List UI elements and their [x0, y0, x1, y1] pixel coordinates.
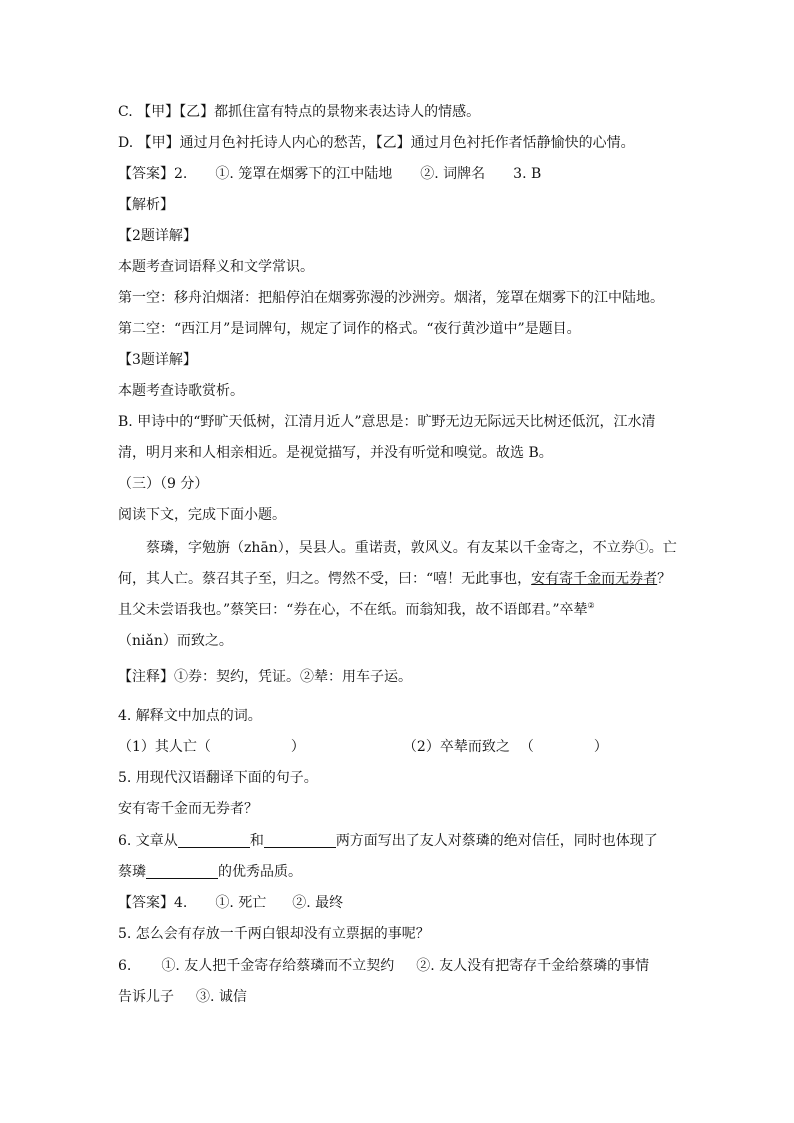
passage-line-1: 蔡璘，字勉旃（zhān），吴县人。重诺责，敦风义。有友某以千金寄之，不立券①。亡 — [146, 540, 677, 556]
q2-intro: 本题考查词语释义和文学常识。 — [118, 259, 314, 275]
answer-item: ②. 友人没有把寄存千金给蔡璘的事情 — [416, 958, 650, 974]
q3-explanation-1: B. 甲诗中的“野旷天低树，江清月近人”意思是：旷野无边无际远天比树还低沉，江水清 — [118, 414, 656, 430]
answer-label: 【答案】2. — [118, 166, 188, 182]
underlined-sentence: 安有寄千金而无券者 — [531, 571, 658, 587]
answer-6-line-2: 告诉儿子 ③. 诚信 — [118, 989, 247, 1005]
answer-item: ①. 笼罩在烟雾下的江中陆地 — [215, 166, 393, 182]
passage-line-2: 何，其人亡。蔡召其子至，归之。愕然不受，曰：“嘻！无此事也，安有寄千金而无券者？ — [118, 571, 672, 587]
answer-item: 3. B — [513, 166, 542, 182]
option-d: D. 【甲】通过月色衬托诗人内心的愁苦，【乙】通过月色衬托作者恬静愉快的心情。 — [118, 135, 635, 151]
question-4: 4. 解释文中加点的词。 — [118, 708, 262, 724]
section-three-heading: （三）（9 分） — [118, 476, 209, 492]
question-5: 5. 用现代汉语翻译下面的句子。 — [118, 770, 318, 786]
fill-blank — [264, 833, 336, 848]
option-c: C. 【甲】【乙】都抓住富有特点的景物来表达诗人的情感。 — [118, 104, 481, 120]
q3-detail-heading: 【3题详解】 — [118, 352, 197, 368]
answer-6-line-1: 6. ①. 友人把千金寄存给蔡璘而不立契约 ②. 友人没有把寄存千金给蔡璘的事情 — [118, 958, 650, 974]
annotation: 【注释】①券：契约，凭证。②辇：用车子运。 — [118, 669, 412, 685]
question-6-line-2: 蔡璘 的优秀品质。 — [118, 864, 302, 880]
answer-label: 【答案】4. — [118, 895, 188, 911]
answer-line-2 — [118, 894, 680, 912]
footnote-mark: ② — [587, 601, 595, 610]
passage-line-4: （niǎn）而致之。 — [118, 633, 233, 649]
question-6-line-1: 6. 文章从 和 两方面写出了友人对蔡璘的绝对信任，同时也体现了 — [118, 833, 658, 849]
answer-line-1 — [118, 165, 680, 183]
answer-item: ②. 最终 — [292, 895, 344, 911]
answer-item: ③. 诚信 — [196, 989, 247, 1005]
q3-intro: 本题考查诗歌赏析。 — [118, 383, 244, 399]
reading-instruction: 阅读下文，完成下面小题。 — [118, 507, 286, 523]
fill-blank — [146, 864, 218, 879]
q2-explanation-1: 第一空：移舟泊烟渚：把船停泊在烟雾弥漫的沙洲旁。烟渚，笼罩在烟雾下的江中陆地。 — [118, 290, 664, 306]
analysis-heading: 【解析】 — [118, 197, 174, 213]
q2-detail-heading: 【2题详解】 — [118, 228, 197, 244]
question-4-items: （1）其人亡（ ） （2）卒辇而致之 （ ） — [118, 739, 608, 755]
question-5-sentence: 安有寄千金而无券者？ — [118, 801, 258, 817]
fill-blank — [178, 833, 250, 848]
answer-item: ②. 词牌名 — [420, 166, 486, 182]
answer-item: ①. 死亡 — [215, 895, 267, 911]
q2-explanation-2: 第二空：“西江月”是词牌句，规定了词作的格式。“夜行黄沙道中”是题目。 — [118, 321, 581, 337]
answer-5: 5. 怎么会有存放一千两白银却没有立票据的事呢？ — [118, 926, 430, 942]
q3-explanation-2: 清，明月来和人相亲相近。是视觉描写，并没有听觉和嗅觉。故选 B。 — [118, 445, 553, 461]
passage-line-3: 且父未尝语我也。”蔡笑曰：“券在心，不在纸。而翁知我，故不语郎君。”卒辇② — [118, 601, 595, 618]
answer-item: ①. 友人把千金寄存给蔡璘而不立契约 — [161, 958, 395, 974]
